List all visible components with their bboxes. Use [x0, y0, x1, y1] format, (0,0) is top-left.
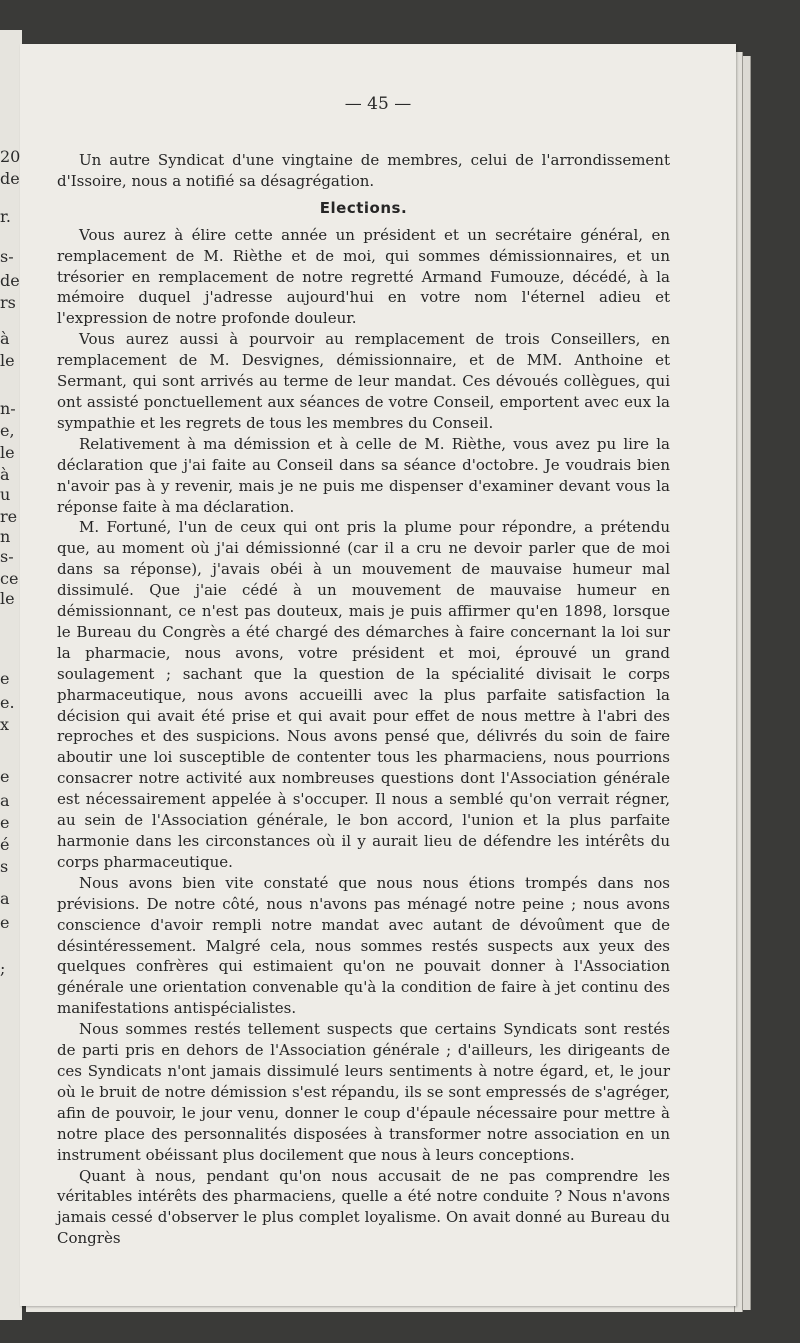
paragraph: Nous avons bien vite constaté que nous nous étions trompés dans nos prévisions. De notre côté, nous n'avons pas ménagé notre peine ; nous avons conscience d'avoir rempli notre mandat avec autant de dévoûment que de désintéressement. Malgré cela, nous sommes restés suspects aux yeux des quelques confrères qui estimaient qu'on ne pouvait donner à l'Association générale une orientation convenable qu'à la condition de faire à jet continu des manifestations antispécialistes. [57, 873, 670, 1018]
left-page-fragment: é [0, 835, 10, 854]
page-body [57, 150, 670, 1249]
left-page-fragment: e [0, 767, 10, 786]
book-page [20, 44, 736, 1306]
left-page-fragment: de [0, 169, 20, 188]
left-page-fragment: r. [0, 207, 11, 226]
paragraph: Vous aurez aussi à pourvoir au remplacement de trois Conseillers, en remplacement de M. Desvignes, démissionnaire, et de MM. Anthoine et Sermant, qui sont arrivés au terme de leur mandat. Ces dévoués collègues, qui ont assisté ponctuellement aux séances de votre Conseil, emportent avec eux la sympathie et les regrets de tous les membres du Conseil. [57, 330, 670, 432]
left-page-fragment: le [0, 351, 15, 370]
left-page-fragment: de [0, 271, 20, 290]
left-page-fragment: à [0, 329, 10, 348]
section-heading: Elections. [319, 198, 408, 217]
left-page-fragment: e [0, 813, 10, 832]
left-page-fragment: le [0, 589, 15, 608]
left-page-fragment: ; [0, 959, 6, 978]
left-page-fragment: a [0, 889, 10, 908]
left-page-fragment: e, [0, 421, 15, 440]
left-page-fragment: x [0, 715, 10, 734]
paragraph: M. Fortuné, l'un de ceux qui ont pris la plume pour répondre, a prétendu que, au moment où j'ai démissionné (car il a cru ne devoir parler que de moi dans sa réponse), j'avais obéi à un mouvement de mauvaise humeur mal dissimulé. Que j'aie cédé à un mouvement de mauvaise humeur en démissionnant, ce n'est pas douteux, mais je puis affirmer qu'en 1898, lorsque le Bureau du Congrès a été chargé des démarches à faire concernant la loi sur la pharmacie, nous avons, votre président et moi, éprouvé un grand soulagement ; sachant que la question de la spécialité divisait le corps pharmaceutique, nous avons accueilli avec la plus parfaite satisfaction la décision qui avait été prise et qui avait pour effet de nous mettre à l'abri des reproches et des suspicions. Nous avons pensé que, délivrés du soin de faire aboutir une loi susceptible de contenter tous les pharmaciens, nous pourrions consacrer notre activité aux nombreuses questions dont l'Association générale est nécessairement appelée à s'occuper. Il nous a semblé qu'on verrait régner, au sein de l'Association générale, le bon accord, l'union et la plus parfaite harmonie dans les circonstances où il y aurait lieu de défendre les intérêts du corps pharmaceutique. [57, 518, 670, 871]
left-page-fragment: e [0, 669, 10, 688]
left-page-fragment: a [0, 791, 10, 810]
left-page-fragment: n- [0, 399, 16, 418]
paragraph: Un autre Syndicat d'une vingtaine de membres, celui de l'arrondissement d'Issoire, nous a notifié sa désagrégation. [57, 151, 670, 190]
left-page-fragment: n [0, 527, 11, 546]
left-page-fragment: le [0, 443, 15, 462]
paragraph: Relativement à ma démission et à celle de M. Rièthe, vous avez pu lire la déclaration que j'ai faite au Conseil dans sa séance d'octobre. Je voudrais bien n'avoir pas à y revenir, mais je ne puis me dispenser d'examiner devant vous la réponse faite à ma déclaration. [57, 434, 670, 516]
left-page-fragment: s- [0, 247, 14, 266]
page-number: — 45 — [344, 94, 412, 114]
left-page-fragment: u [0, 485, 11, 504]
left-page-fragment: e [0, 913, 10, 932]
paragraph: Nous sommes restés tellement suspects que certains Syndicats sont restés de parti pris en dehors de l'Association générale ; d'ailleurs, les dirigeants de ces Syndicats n'ont jamais dissimulé leurs sentiments à notre égard, et, le jour où le bruit de notre démission s'est répandu, ils se sont empressés de s'agréger, afin de pouvoir, le jour venu, donner le coup d'épaule nécessaire pour mettre à notre place des personnalités disposées à transformer notre association en un instrument obéissant plus docilement que nous à leurs conceptions. [57, 1020, 670, 1164]
left-page-fragment: à [0, 465, 10, 484]
left-page-fragment: 20 [0, 147, 21, 166]
left-page-fragment: s- [0, 547, 14, 566]
paragraph: Quant à nous, pendant qu'on nous accusait de ne pas comprendre les véritables intérêts des pharmaciens, quelle a été notre conduite ? Nous n'avons jamais cessé d'observer le plus complet loyalisme. On avait donné au Bureau du Congrès [57, 1166, 670, 1248]
left-page-fragment: e. [0, 693, 15, 712]
paragraph: Vous aurez à élire cette année un président et un secrétaire général, en remplacement de M. Rièthe et de moi, qui sommes démissionnaires, et un trésorier en remplacement de notre regretté Armand Fumouze, décédé, à la mémoire duquel j'adresse aujourd'hui en votre nom l'éternel adieu et l'expression de notre profonde douleur. [57, 225, 670, 328]
left-page-fragment: ce [0, 569, 19, 588]
left-page-fragment: rs [0, 293, 16, 312]
adjacent-page-edge [0, 30, 22, 1320]
left-page-fragment: re [0, 507, 18, 526]
left-page-fragment: s [0, 857, 9, 876]
